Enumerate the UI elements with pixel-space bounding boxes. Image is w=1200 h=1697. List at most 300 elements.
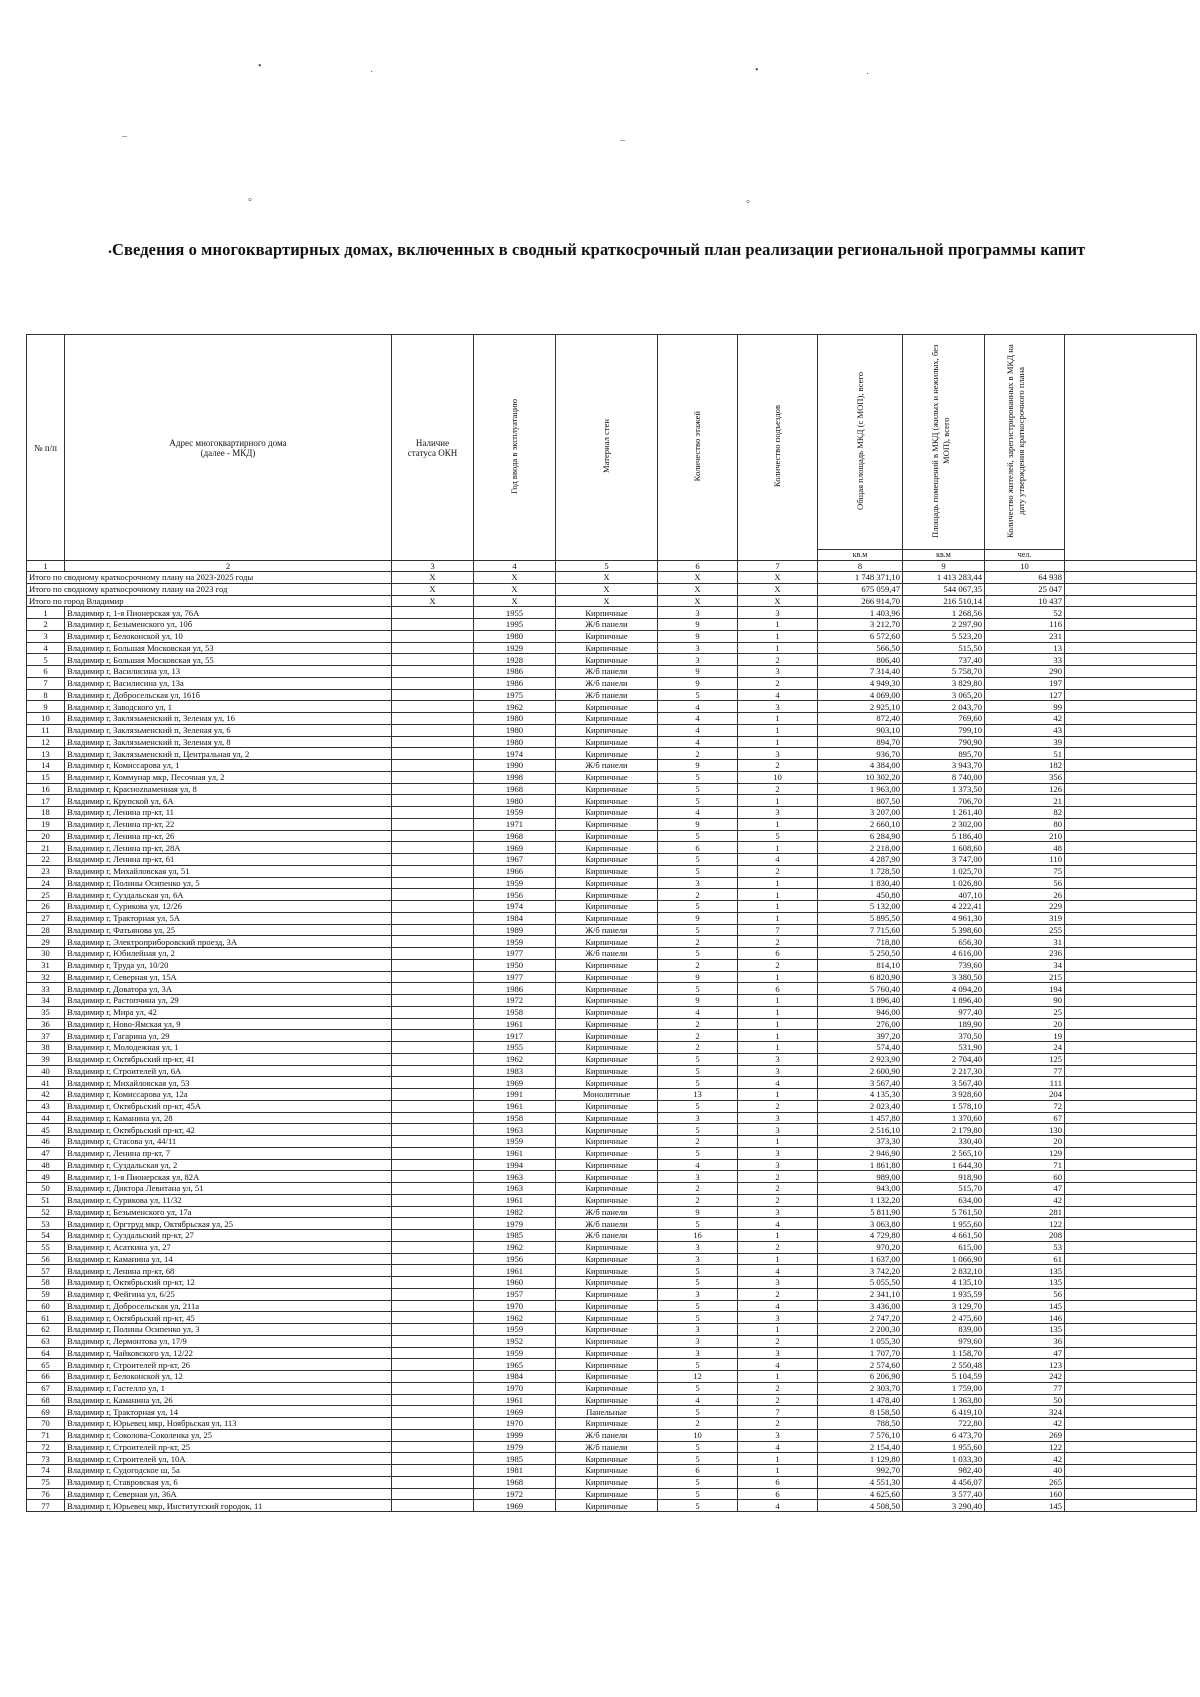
- row-total-area: 4 949,30: [818, 677, 903, 689]
- cutoff-cell: [1065, 630, 1197, 642]
- row-address: Владимир г, Ленина пр-кт, 26: [65, 830, 392, 842]
- row-total-area: 4 384,00: [818, 760, 903, 772]
- row-entrances: 4: [738, 1500, 818, 1512]
- row-floors: 9: [658, 619, 738, 631]
- row-year: 1961: [474, 1394, 556, 1406]
- column-number-row: [27, 561, 1197, 572]
- row-year: 1968: [474, 830, 556, 842]
- row-num: 66: [27, 1371, 65, 1383]
- row-premises-area: 4 094,20: [903, 983, 985, 995]
- table-row: [27, 1382, 1197, 1394]
- row-premises-area: 2 043,70: [903, 701, 985, 713]
- row-floors: 5: [658, 795, 738, 807]
- row-num: 33: [27, 983, 65, 995]
- row-year: 1968: [474, 1476, 556, 1488]
- row-num: 59: [27, 1288, 65, 1300]
- row-material: Кирпичные: [556, 1077, 658, 1089]
- row-material: Кирпичные: [556, 701, 658, 713]
- row-floors: 3: [658, 1335, 738, 1347]
- row-year: 1958: [474, 1112, 556, 1124]
- row-material: Кирпичные: [556, 1241, 658, 1253]
- cutoff-cell: [1065, 1147, 1197, 1159]
- header-floors: [658, 335, 738, 561]
- row-floors: 4: [658, 724, 738, 736]
- row-material: Кирпичные: [556, 630, 658, 642]
- row-address: Владимир г, Добросельская ул, 161б: [65, 689, 392, 701]
- row-material: Кирпичные: [556, 807, 658, 819]
- header-residents: [985, 335, 1065, 550]
- cutoff-cell: [1065, 1476, 1197, 1488]
- row-address: Владимир г, Ленина пр-кт, 28А: [65, 842, 392, 854]
- row-total-area: 5 760,40: [818, 983, 903, 995]
- row-num: 76: [27, 1488, 65, 1500]
- row-entrances: 4: [738, 1300, 818, 1312]
- row-entrances: 4: [738, 854, 818, 866]
- row-year: 1970: [474, 1418, 556, 1430]
- row-material: Кирпичные: [556, 1265, 658, 1277]
- row-year: 1961: [474, 1147, 556, 1159]
- row-num: 17: [27, 795, 65, 807]
- row-total-area: 894,70: [818, 736, 903, 748]
- row-total-area: 946,00: [818, 1006, 903, 1018]
- row-material: Панельные: [556, 1406, 658, 1418]
- table-row: [27, 748, 1197, 760]
- row-floors: 2: [658, 1418, 738, 1430]
- row-num: 68: [27, 1394, 65, 1406]
- table-row: [27, 1171, 1197, 1183]
- row-material: Кирпичные: [556, 1371, 658, 1383]
- row-residents: 356: [985, 771, 1065, 783]
- cutoff-cell: [1065, 771, 1197, 783]
- row-total-area: 806,40: [818, 654, 903, 666]
- row-year: 1963: [474, 1171, 556, 1183]
- row-entrances: 1: [738, 842, 818, 854]
- cutoff-cell: [1065, 654, 1197, 666]
- table-row: [27, 854, 1197, 866]
- row-address: Владимир г, Тракторная ул, 14: [65, 1406, 392, 1418]
- row-okn: [392, 1171, 474, 1183]
- row-total-area: 3 742,20: [818, 1265, 903, 1277]
- row-address: Владимир г, Безыменского ул, 17а: [65, 1206, 392, 1218]
- row-residents: 123: [985, 1359, 1065, 1371]
- total-residents: 25 047: [985, 583, 1065, 595]
- row-num: 28: [27, 924, 65, 936]
- row-year: 1965: [474, 1359, 556, 1371]
- row-address: Владимир г, Комиссарова ул, 1: [65, 760, 392, 772]
- cutoff-cell: [1065, 1371, 1197, 1383]
- row-okn: [392, 971, 474, 983]
- table-row: [27, 642, 1197, 654]
- row-material: Кирпичные: [556, 865, 658, 877]
- row-num: 47: [27, 1147, 65, 1159]
- row-okn: [392, 724, 474, 736]
- row-premises-area: 4 961,30: [903, 912, 985, 924]
- row-entrances: 1: [738, 1253, 818, 1265]
- row-material: Кирпичные: [556, 901, 658, 913]
- row-floors: 5: [658, 783, 738, 795]
- row-material: Кирпичные: [556, 1112, 658, 1124]
- row-year: 1980: [474, 713, 556, 725]
- total-year: Х: [474, 583, 556, 595]
- row-entrances: 1: [738, 630, 818, 642]
- table-row: [27, 783, 1197, 795]
- row-address: Владимир г, Растопчина ул, 29: [65, 995, 392, 1007]
- row-year: 1989: [474, 924, 556, 936]
- row-residents: 42: [985, 1453, 1065, 1465]
- row-material: Кирпичные: [556, 830, 658, 842]
- row-total-area: 992,70: [818, 1465, 903, 1477]
- total-floors: Х: [658, 572, 738, 584]
- cutoff-cell: [1065, 607, 1197, 619]
- row-num: 57: [27, 1265, 65, 1277]
- scan-speck: •: [755, 65, 759, 76]
- cutoff-cell: [1065, 701, 1197, 713]
- row-material: Кирпичные: [556, 607, 658, 619]
- cutoff-cell: [1065, 936, 1197, 948]
- table-row: [27, 1077, 1197, 1089]
- row-entrances: 3: [738, 1429, 818, 1441]
- row-material: Кирпичные: [556, 1476, 658, 1488]
- row-total-area: 2 218,00: [818, 842, 903, 854]
- row-premises-area: 5 523,20: [903, 630, 985, 642]
- row-year: 1977: [474, 971, 556, 983]
- row-floors: 5: [658, 1359, 738, 1371]
- cutoff-cell: [1065, 561, 1197, 572]
- row-num: 63: [27, 1335, 65, 1347]
- row-year: 1970: [474, 1382, 556, 1394]
- row-address: Владимир г, Электроприборовский проезд, 3А: [65, 936, 392, 948]
- row-material: Ж/б панели: [556, 677, 658, 689]
- table-row: [27, 1253, 1197, 1265]
- row-okn: [392, 748, 474, 760]
- row-floors: 9: [658, 818, 738, 830]
- row-okn: [392, 877, 474, 889]
- row-premises-area: 2 550,48: [903, 1359, 985, 1371]
- row-floors: 10: [658, 1429, 738, 1441]
- table-row: [27, 807, 1197, 819]
- row-total-area: 1 963,00: [818, 783, 903, 795]
- houses-table: [26, 334, 1197, 1512]
- row-entrances: 2: [738, 1183, 818, 1195]
- row-num: 35: [27, 1006, 65, 1018]
- row-total-area: 1 129,80: [818, 1453, 903, 1465]
- row-material: Кирпичные: [556, 1453, 658, 1465]
- row-premises-area: 330,40: [903, 1136, 985, 1148]
- row-entrances: 2: [738, 1241, 818, 1253]
- row-material: Кирпичные: [556, 1300, 658, 1312]
- row-okn: [392, 630, 474, 642]
- row-residents: 51: [985, 748, 1065, 760]
- row-premises-area: 2 704,40: [903, 1053, 985, 1065]
- cutoff-cell: [1065, 877, 1197, 889]
- row-year: 1961: [474, 1100, 556, 1112]
- table-row: [27, 1194, 1197, 1206]
- table-row: [27, 1500, 1197, 1512]
- total-row: [27, 583, 1197, 595]
- row-material: Кирпичные: [556, 877, 658, 889]
- total-premises-area: 544 067,35: [903, 583, 985, 595]
- table-row: [27, 1300, 1197, 1312]
- row-entrances: 6: [738, 983, 818, 995]
- row-material: Кирпичные: [556, 1100, 658, 1112]
- column-number: 6: [658, 561, 738, 572]
- row-address: Владимир г, Большая Московская ул, 55: [65, 654, 392, 666]
- table-row: [27, 1159, 1197, 1171]
- row-total-area: 970,20: [818, 1241, 903, 1253]
- cutoff-cell: [1065, 583, 1197, 595]
- row-num: 10: [27, 713, 65, 725]
- row-address: Владимир г, Ленина пр-кт, 7: [65, 1147, 392, 1159]
- row-premises-area: 3 928,60: [903, 1089, 985, 1101]
- row-year: 1969: [474, 1406, 556, 1418]
- row-total-area: 397,20: [818, 1030, 903, 1042]
- cutoff-cell: [1065, 1335, 1197, 1347]
- row-num: 65: [27, 1359, 65, 1371]
- row-residents: 111: [985, 1077, 1065, 1089]
- row-floors: 5: [658, 1218, 738, 1230]
- row-address: Владимир г, Лермонтова ул, 17/9: [65, 1335, 392, 1347]
- table-row: [27, 1206, 1197, 1218]
- row-okn: [392, 807, 474, 819]
- row-entrances: 10: [738, 771, 818, 783]
- row-total-area: 788,50: [818, 1418, 903, 1430]
- cutoff-cell: [1065, 1277, 1197, 1289]
- row-total-area: 276,00: [818, 1018, 903, 1030]
- row-entrances: 1: [738, 1453, 818, 1465]
- row-floors: 4: [658, 807, 738, 819]
- row-total-area: 2 341,10: [818, 1288, 903, 1300]
- row-address: Владимир г, Юрьевец мкр, Ноябрьская ул, 113: [65, 1418, 392, 1430]
- cutoff-cell: [1065, 995, 1197, 1007]
- row-okn: [392, 1265, 474, 1277]
- header-address: [65, 335, 392, 561]
- row-residents: 182: [985, 760, 1065, 772]
- row-premises-area: 1 578,10: [903, 1100, 985, 1112]
- row-okn: [392, 995, 474, 1007]
- table-row: [27, 877, 1197, 889]
- row-address: Владимир г, Гастелло ул, 1: [65, 1382, 392, 1394]
- row-total-area: 807,50: [818, 795, 903, 807]
- total-entrances: Х: [738, 583, 818, 595]
- row-total-area: 6 284,90: [818, 830, 903, 842]
- table-row: [27, 1089, 1197, 1101]
- row-entrances: 1: [738, 795, 818, 807]
- row-material: Кирпичные: [556, 1418, 658, 1430]
- row-residents: 56: [985, 877, 1065, 889]
- row-num: 71: [27, 1429, 65, 1441]
- row-okn: [392, 1300, 474, 1312]
- row-address: Владимир г, Фейгина ул, 6/25: [65, 1288, 392, 1300]
- row-material: Кирпичные: [556, 1465, 658, 1477]
- row-address: Владимир г, 1-я Пионерская ул, 82А: [65, 1171, 392, 1183]
- row-floors: 2: [658, 1136, 738, 1148]
- row-year: 1986: [474, 983, 556, 995]
- row-num: 5: [27, 654, 65, 666]
- row-material: Кирпичные: [556, 1277, 658, 1289]
- row-material: Кирпичные: [556, 713, 658, 725]
- row-entrances: 3: [738, 1347, 818, 1359]
- row-residents: 39: [985, 736, 1065, 748]
- row-address: Владимир г, Тракторная ул, 5А: [65, 912, 392, 924]
- row-address: Владимир г, Судогодское ш, 5а: [65, 1465, 392, 1477]
- row-okn: [392, 1476, 474, 1488]
- row-address: Владимир г, Василисина ул, 13а: [65, 677, 392, 689]
- row-floors: 3: [658, 1171, 738, 1183]
- cutoff-cell: [1065, 760, 1197, 772]
- row-num: 42: [27, 1089, 65, 1101]
- row-num: 8: [27, 689, 65, 701]
- row-floors: 3: [658, 607, 738, 619]
- cutoff-cell: [1065, 1288, 1197, 1300]
- row-entrances: 1: [738, 889, 818, 901]
- row-floors: 2: [658, 889, 738, 901]
- row-entrances: 6: [738, 1488, 818, 1500]
- row-entrances: 2: [738, 1394, 818, 1406]
- row-total-area: 4 625,60: [818, 1488, 903, 1500]
- table-row: [27, 701, 1197, 713]
- row-entrances: 1: [738, 1018, 818, 1030]
- row-material: Кирпичные: [556, 1171, 658, 1183]
- row-floors: 5: [658, 1476, 738, 1488]
- row-entrances: 4: [738, 1441, 818, 1453]
- row-address: Владимир г, Каманина ул, 28: [65, 1112, 392, 1124]
- row-total-area: 7 576,10: [818, 1429, 903, 1441]
- row-material: Кирпичные: [556, 1500, 658, 1512]
- row-material: Кирпичные: [556, 654, 658, 666]
- row-residents: 26: [985, 889, 1065, 901]
- row-okn: [392, 666, 474, 678]
- table-row: [27, 1042, 1197, 1054]
- header-year: [474, 335, 556, 561]
- row-premises-area: 799,10: [903, 724, 985, 736]
- row-year: 1959: [474, 807, 556, 819]
- row-premises-area: 1 363,80: [903, 1394, 985, 1406]
- cutoff-cell: [1065, 889, 1197, 901]
- row-year: 1959: [474, 877, 556, 889]
- row-total-area: 1 637,00: [818, 1253, 903, 1265]
- row-total-area: 7 715,60: [818, 924, 903, 936]
- row-address: Владимир г, Юбилейная ул, 2: [65, 948, 392, 960]
- table-row: [27, 1124, 1197, 1136]
- row-residents: 265: [985, 1476, 1065, 1488]
- row-num: 53: [27, 1218, 65, 1230]
- table-row: [27, 1324, 1197, 1336]
- row-num: 2: [27, 619, 65, 631]
- row-entrances: 1: [738, 1324, 818, 1336]
- row-num: 29: [27, 936, 65, 948]
- row-floors: 3: [658, 877, 738, 889]
- row-address: Владимир г, Строителей ул, 6А: [65, 1065, 392, 1077]
- total-row: [27, 572, 1197, 584]
- row-residents: 129: [985, 1147, 1065, 1159]
- row-premises-area: 1 955,60: [903, 1218, 985, 1230]
- row-address: Владимир г, Каманина ул, 14: [65, 1253, 392, 1265]
- cutoff-cell: [1065, 971, 1197, 983]
- row-total-area: 1 132,20: [818, 1194, 903, 1206]
- row-floors: 4: [658, 701, 738, 713]
- row-year: 1975: [474, 689, 556, 701]
- row-premises-area: 4 616,00: [903, 948, 985, 960]
- row-address: Владимир г, Коммунар мкр, Песочная ул, 2: [65, 771, 392, 783]
- row-total-area: 872,40: [818, 713, 903, 725]
- row-premises-area: 656,30: [903, 936, 985, 948]
- row-okn: [392, 1100, 474, 1112]
- row-floors: 5: [658, 830, 738, 842]
- table-row: [27, 948, 1197, 960]
- row-address: Владимир г, 1-я Пионерская ул, 76А: [65, 607, 392, 619]
- row-premises-area: 2 179,80: [903, 1124, 985, 1136]
- row-premises-area: 895,70: [903, 748, 985, 760]
- row-address: Владимир г, Крупской ул, 6А: [65, 795, 392, 807]
- header-okn-text: Наличие статуса ОКН: [407, 437, 458, 458]
- row-entrances: 1: [738, 971, 818, 983]
- row-floors: 5: [658, 1065, 738, 1077]
- row-year: 1980: [474, 736, 556, 748]
- cutoff-cell: [1065, 1218, 1197, 1230]
- row-premises-area: 2 475,60: [903, 1312, 985, 1324]
- row-address: Владимир г, Сурикова ул, 12/26: [65, 901, 392, 913]
- row-entrances: 1: [738, 1006, 818, 1018]
- row-okn: [392, 1441, 474, 1453]
- row-num: 32: [27, 971, 65, 983]
- row-floors: 4: [658, 1394, 738, 1406]
- row-floors: 16: [658, 1230, 738, 1242]
- row-total-area: 3 063,80: [818, 1218, 903, 1230]
- row-premises-area: 5 104,59: [903, 1371, 985, 1383]
- cutoff-cell: [1065, 1488, 1197, 1500]
- table-row: [27, 654, 1197, 666]
- row-premises-area: 2 217,30: [903, 1065, 985, 1077]
- row-entrances: 2: [738, 1418, 818, 1430]
- row-premises-area: 839,00: [903, 1324, 985, 1336]
- cutoff-cell: [1065, 1300, 1197, 1312]
- row-material: Кирпичные: [556, 1359, 658, 1371]
- row-entrances: 1: [738, 1465, 818, 1477]
- row-premises-area: 1 033,30: [903, 1453, 985, 1465]
- row-okn: [392, 713, 474, 725]
- row-num: 40: [27, 1065, 65, 1077]
- row-num: 44: [27, 1112, 65, 1124]
- row-residents: 229: [985, 901, 1065, 913]
- unit-premises-area: кв.м: [903, 550, 985, 561]
- row-year: 1956: [474, 1253, 556, 1265]
- cutoff-cell: [1065, 983, 1197, 995]
- table-row: [27, 1147, 1197, 1159]
- row-okn: [392, 1335, 474, 1347]
- row-premises-area: 1 373,50: [903, 783, 985, 795]
- row-address: Владимир г, Заклязьменский п, Зеленая ул, 6: [65, 724, 392, 736]
- cutoff-cell: [1065, 1324, 1197, 1336]
- row-okn: [392, 1288, 474, 1300]
- row-material: Ж/б панели: [556, 1206, 658, 1218]
- row-residents: 24: [985, 1042, 1065, 1054]
- total-okn: Х: [392, 595, 474, 607]
- table-row: [27, 1288, 1197, 1300]
- row-material: Ж/б панели: [556, 948, 658, 960]
- row-premises-area: 4 661,50: [903, 1230, 985, 1242]
- row-num: 46: [27, 1136, 65, 1148]
- column-number: 4: [474, 561, 556, 572]
- row-total-area: 936,70: [818, 748, 903, 760]
- row-year: 1963: [474, 1183, 556, 1195]
- row-floors: 5: [658, 1053, 738, 1065]
- table-row: [27, 724, 1197, 736]
- row-okn: [392, 642, 474, 654]
- row-entrances: 1: [738, 642, 818, 654]
- row-floors: 3: [658, 654, 738, 666]
- total-premises-area: 216 510,14: [903, 595, 985, 607]
- row-residents: 25: [985, 1006, 1065, 1018]
